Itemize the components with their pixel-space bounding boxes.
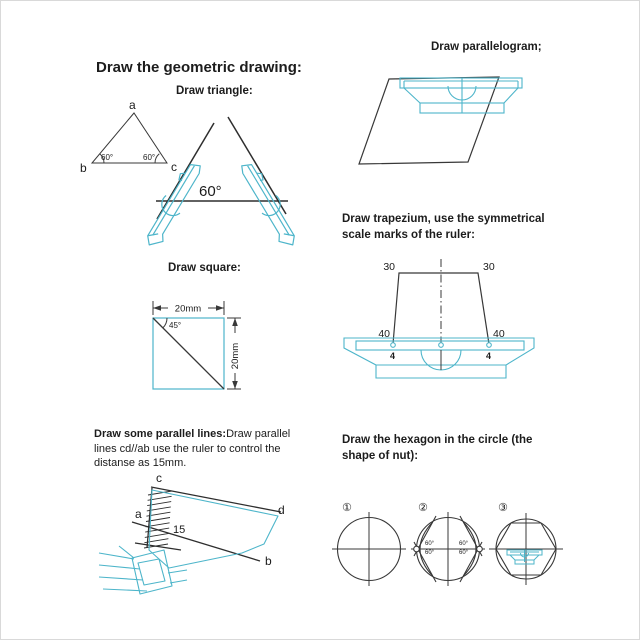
label-c: c [156,471,162,485]
step3-mini-ruler [507,550,542,564]
step2-circle [411,512,485,586]
triangle-vertex-c-label: c [171,160,177,174]
triangle-vertex-a-label: a [129,98,136,112]
trapezium-heading-line2: scale marks of the ruler: [342,229,475,241]
label-d: d [278,503,285,517]
step1-circle [332,512,406,586]
hexagon-steps [332,502,563,586]
triangle-angle-b-label: 60° [101,153,114,162]
trapezium-figure [344,259,534,378]
ruler-scale-mark-right: 4 [486,351,492,361]
step2-badge: ② [418,502,428,514]
step2-angle-ll: 60° [425,550,435,556]
trapezium-bottom-left-label: 40 [378,328,390,340]
parallelogram-outline [359,77,499,164]
square-heading: Draw square: [168,262,241,274]
square-width-label: 20mm [174,303,202,315]
parallel-lines-heading-row2: lines cd//ab use the ruler to control the [94,442,281,455]
trapezium-top-left-label: 30 [383,261,395,273]
construction-right-line [228,117,286,214]
line-cd [151,487,281,512]
parallel-lines-heading-rest: Draw parallel [226,428,291,440]
trapezium-heading-line1: Draw trapezium, use the symmetrical [342,213,545,225]
label-b: b [265,554,272,568]
triangle-vertex-b-label: b [80,161,87,175]
parallel-lines-heading-row3: distanse as 15mm. [94,457,187,469]
parallelogram-figure [359,77,522,164]
parallelogram-ruler [400,78,522,113]
page-title: Draw the geometric drawing: [96,59,302,76]
step2-angle-ul: 60° [425,541,435,547]
construction-angle-label: 60° [199,183,222,200]
drawings-canvas [1,1,640,640]
hexagon-heading-line1: Draw the hexagon in the circle (the [342,434,533,446]
step3-circle [489,513,563,585]
step2-angle-ur: 60° [459,541,469,547]
step3-badge: ③ [498,502,508,514]
step2-angle-lr: 60° [459,550,469,556]
triangle-heading: Draw triangle: [176,85,253,97]
trapezium-top-right-label: 30 [483,261,495,273]
square-figure [153,301,241,389]
hexagon-heading-line2: shape of nut): [342,450,419,462]
square-diagonal [153,318,224,389]
construction-left-line [157,123,214,219]
line-under-15 [135,543,181,550]
distance-label: 15 [173,524,186,536]
roller-handle-lines [99,546,187,591]
triangle-angle-c-label: 60° [143,153,156,162]
parallelogram-heading: Draw parallelogram; [431,41,542,53]
roller-outer [132,550,172,594]
parallel-lines-heading-bold: Draw some parallel lines: [94,428,227,440]
right-ruler-tool [236,158,303,250]
square-angle-arc [163,318,167,328]
label-a: a [135,507,142,521]
square-angle-label: 45° [169,321,182,330]
trapezium-ruler [344,338,534,378]
ruler-scale-mark-left: 4 [390,351,396,361]
parallel-lines-figure [99,471,285,594]
roller-inner [138,559,165,585]
trapezium-bottom-right-label: 40 [493,328,505,340]
square-height-label: 20mm [230,342,241,370]
triangle-angle-arc-c [155,154,159,163]
step1-badge: ① [342,502,352,514]
triangle-construction [139,117,303,250]
